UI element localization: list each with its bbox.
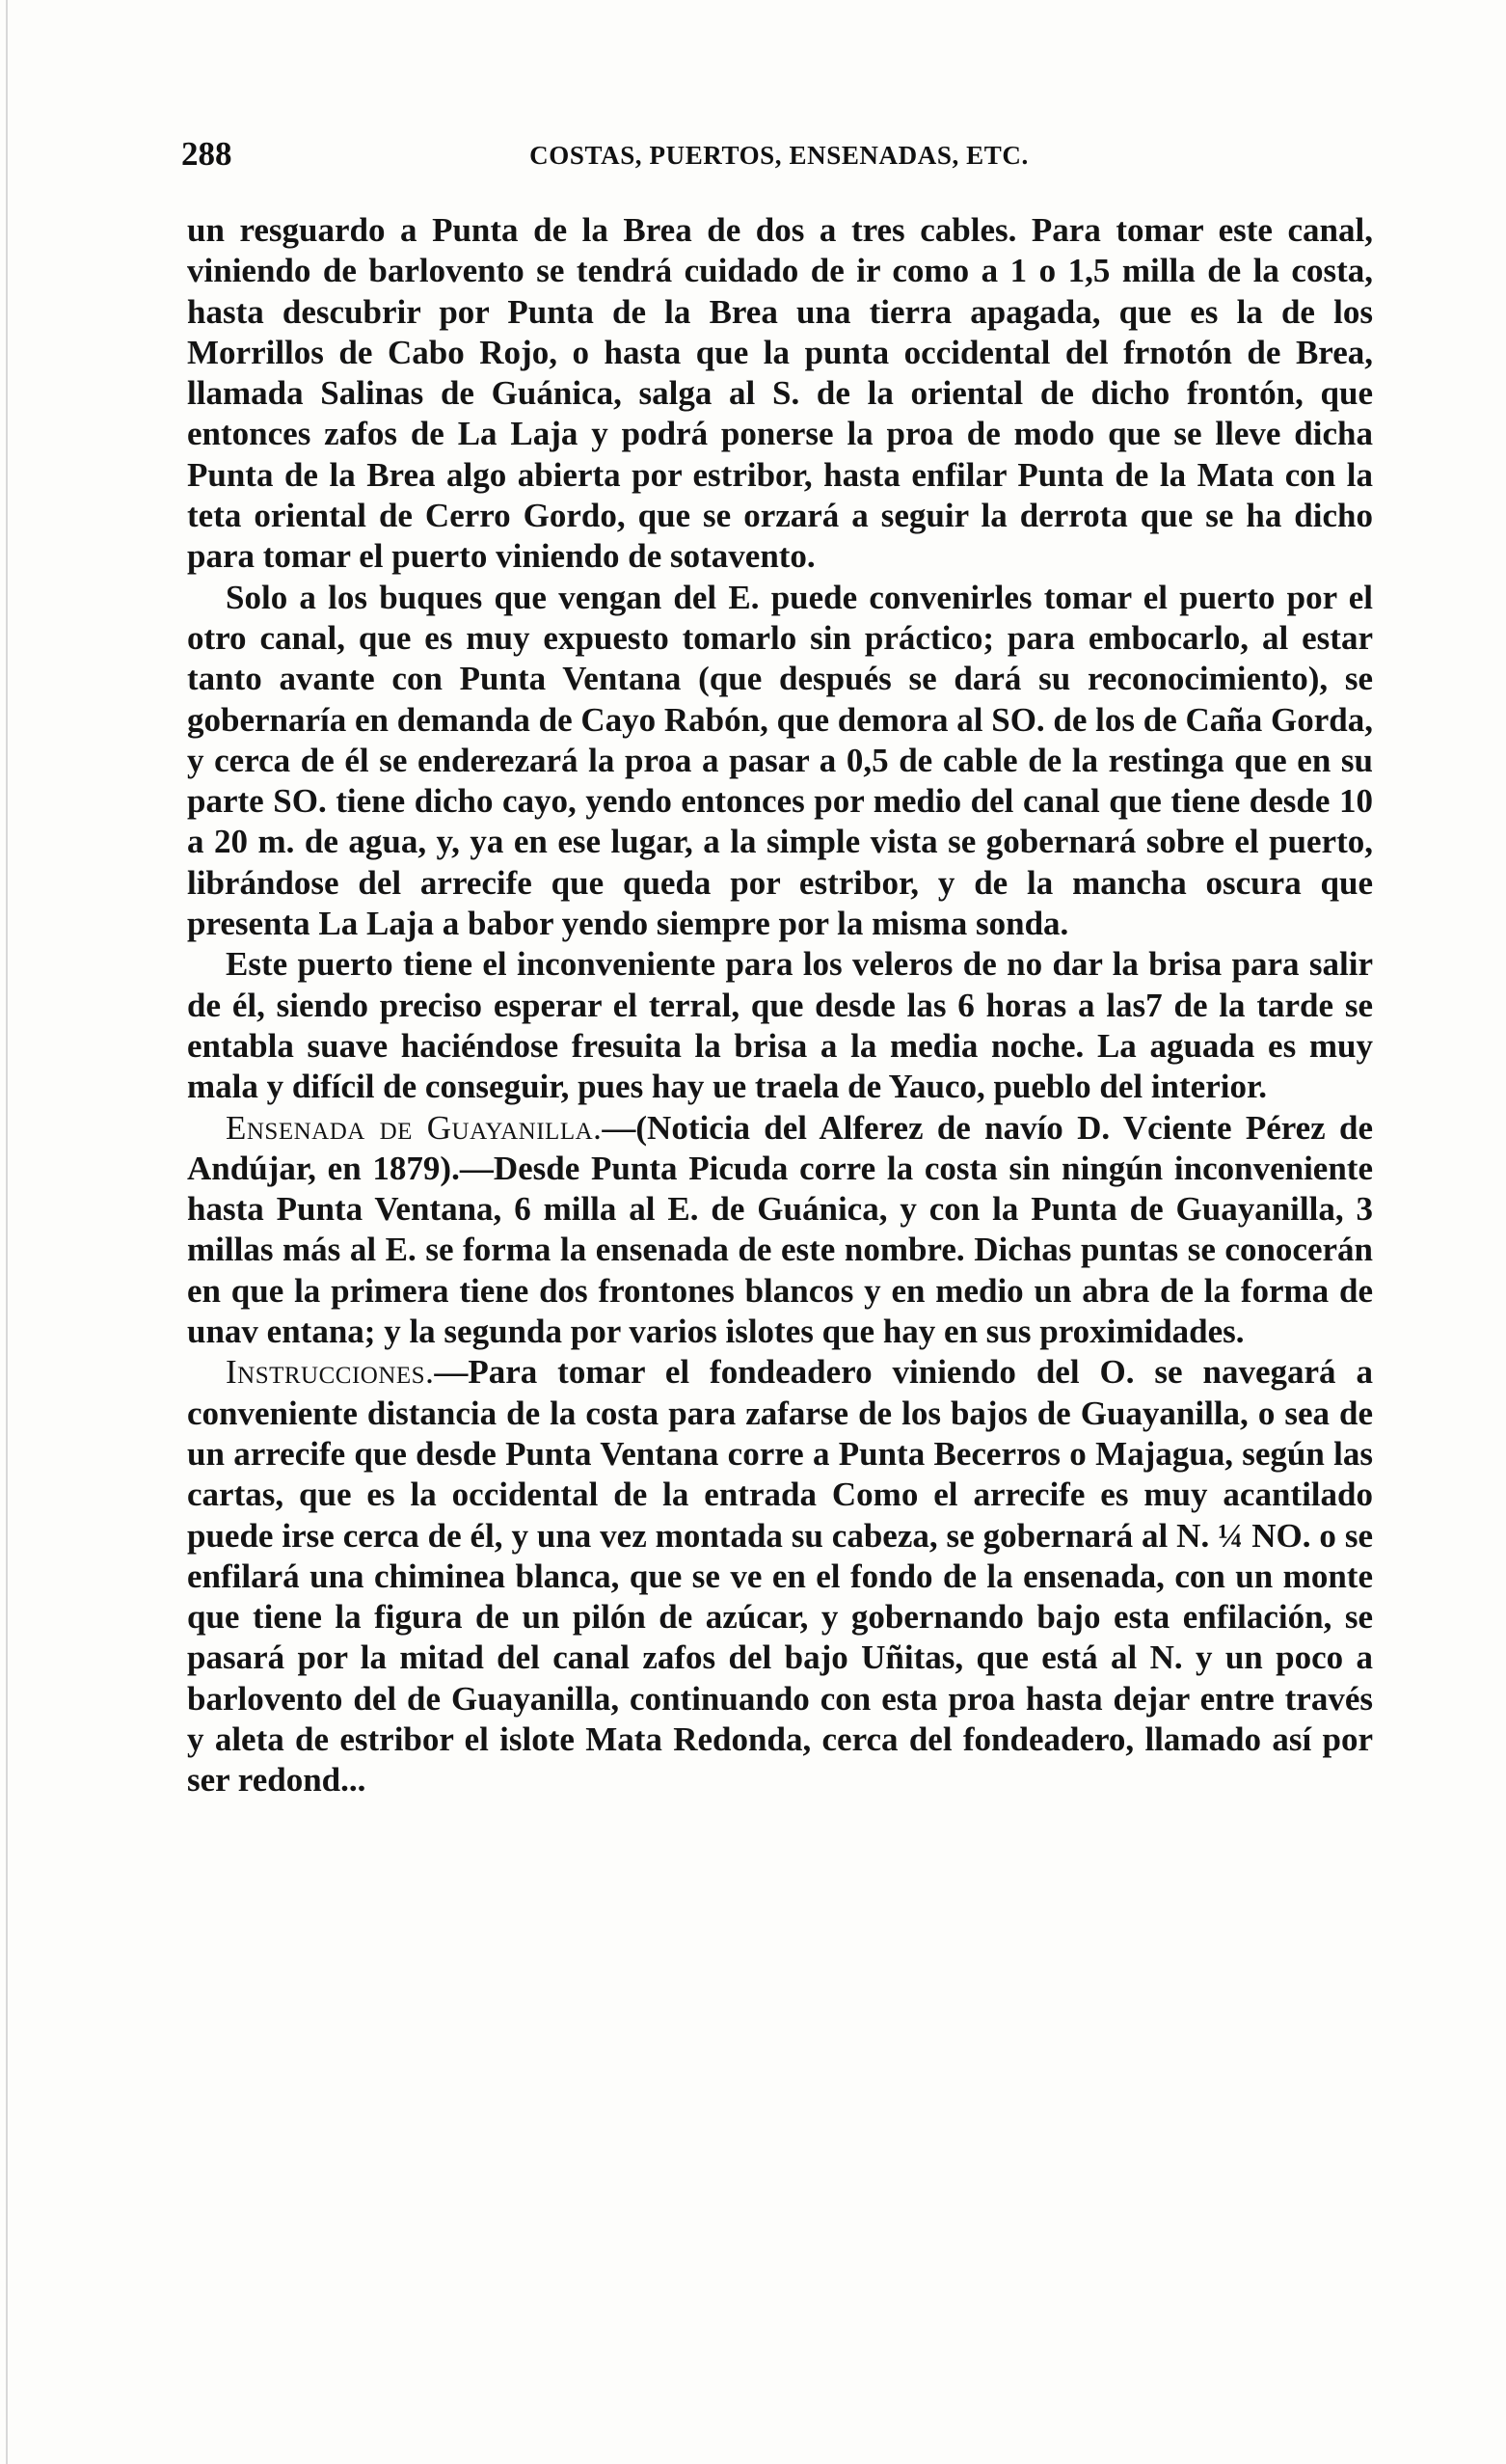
paragraph-2 [187, 578, 1373, 945]
paragraph-4 [187, 1108, 1373, 1353]
paragraph-3 [187, 944, 1373, 1107]
section-heading-guayanilla: Ensenada de Guayanilla. [226, 1108, 603, 1147]
paragraph-1-text: un resguardo a Punta de la Brea de dos a tres cables. Para tomar este canal, viniendo de barlovento se tendrá cuidado de ir como a 1 o 1,5 milla de la costa, hasta descubrir por Punta de la Brea una tierra apagada, que es la de los Morrillos de Cabo Rojo, o hasta que la punta occidental del frnotón de Brea, llamada Salinas de Guánica, salga al S. de la oriental de dicho frontón, que entonces zafos de La Laja y podrá ponerse la proa de modo que se lleve dicha Punta de la Brea algo abierta por estribor, hasta enfilar Punta de la Mata con la teta oriental de Cerro Gordo, que se orzará a seguir la derrota que se ha dicho para tomar el puerto viniendo de sotavento. [187, 211, 1373, 576]
paragraph-4-text: —(Noticia del Alferez de navío D. Vciente Pérez de Andújar, en 1879).—Desde Punta Picuda corre la costa sin ningún inconveniente hasta Punta Ventana, 6 milla al E. de Guánica, y con la Punta de Guayanilla, 3 millas más al E. se forma la ensenada de este nombre. Dichas puntas se conocerán en que la primera tiene dos frontones blancos y en medio un abra de la forma de unav entana; y la segunda por varios islotes que hay en sus proximidades. [187, 1108, 1373, 1351]
body-text [187, 210, 1373, 1801]
paragraph-5 [187, 1352, 1373, 1801]
scan-edge-line [6, 0, 8, 2464]
paragraph-3-text: Este puerto tiene el inconveniente para los veleros de no dar la brisa para salir de él, siendo preciso esperar el terral, que desde las 6 horas a las7 de la tarde se entabla suave haciéndose fresuita la brisa a la media noche. La aguada es muy mala y difícil de conseguir, pues hay ue traela de Yauco, pueblo del interior. [187, 945, 1373, 1106]
page-header [181, 135, 1377, 183]
section-heading-instrucciones: Instrucciones. [226, 1353, 435, 1392]
paragraph-1 [187, 210, 1373, 578]
paragraph-2-text: Solo a los buques que vengan del E. puede convenirles tomar el puerto por el otro canal, que es muy expuesto tomarlo sin práctico; para embocarlo, al estar tanto avante con Punta Ventana (que después se dará su reconocimiento), se gobernaría en demanda de Cayo Rabón, que demora al SO. de los de Caña Gorda, y cerca de él se enderezará la proa a pasar a 0,5 de cable de la restinga que en su parte SO. tiene dicho cayo, yendo entonces por medio del canal que tiene desde 10 a 20 m. de agua, y, ya en ese lugar, a la simple vista se gobernará sobre el puerto, librándose del arrecife que queda por estribor, y de la mancha oscura que presenta La Laja a babor yendo siempre por la misma sonda. [187, 578, 1373, 943]
paragraph-5-text: —Para tomar el fondeadero viniendo del O. se navegará a conveniente distancia de la costa para zafarse de los bajos de Guayanilla, o sea de un arrecife que desde Punta Ventana corre a Punta Becerros o Majagua, según las cartas, que es la occidental de la entrada Como el arrecife es muy acantilado puede irse cerca de él, y una vez montada su cabeza, se gobernará al N. ¼ NO. o se enfilará una chiminea blanca, que se ve en el fondo de la ensenada, con un monte que tiene la figura de un pilón de azúcar, y gobernando bajo esta enfilación, se pasará por la mitad del canal zafos del bajo Uñitas, que está al N. y un poco a barlovento del de Guayanilla, continuando con esta proa hasta dejar entre través y aleta de estribor el islote Mata Redonda, cerca del fondeadero, llamado así por ser redond... [187, 1353, 1373, 1800]
page-number: 288 [181, 135, 232, 173]
running-head: COSTAS, PUERTOS, ENSENADAS, ETC. [529, 141, 1029, 170]
